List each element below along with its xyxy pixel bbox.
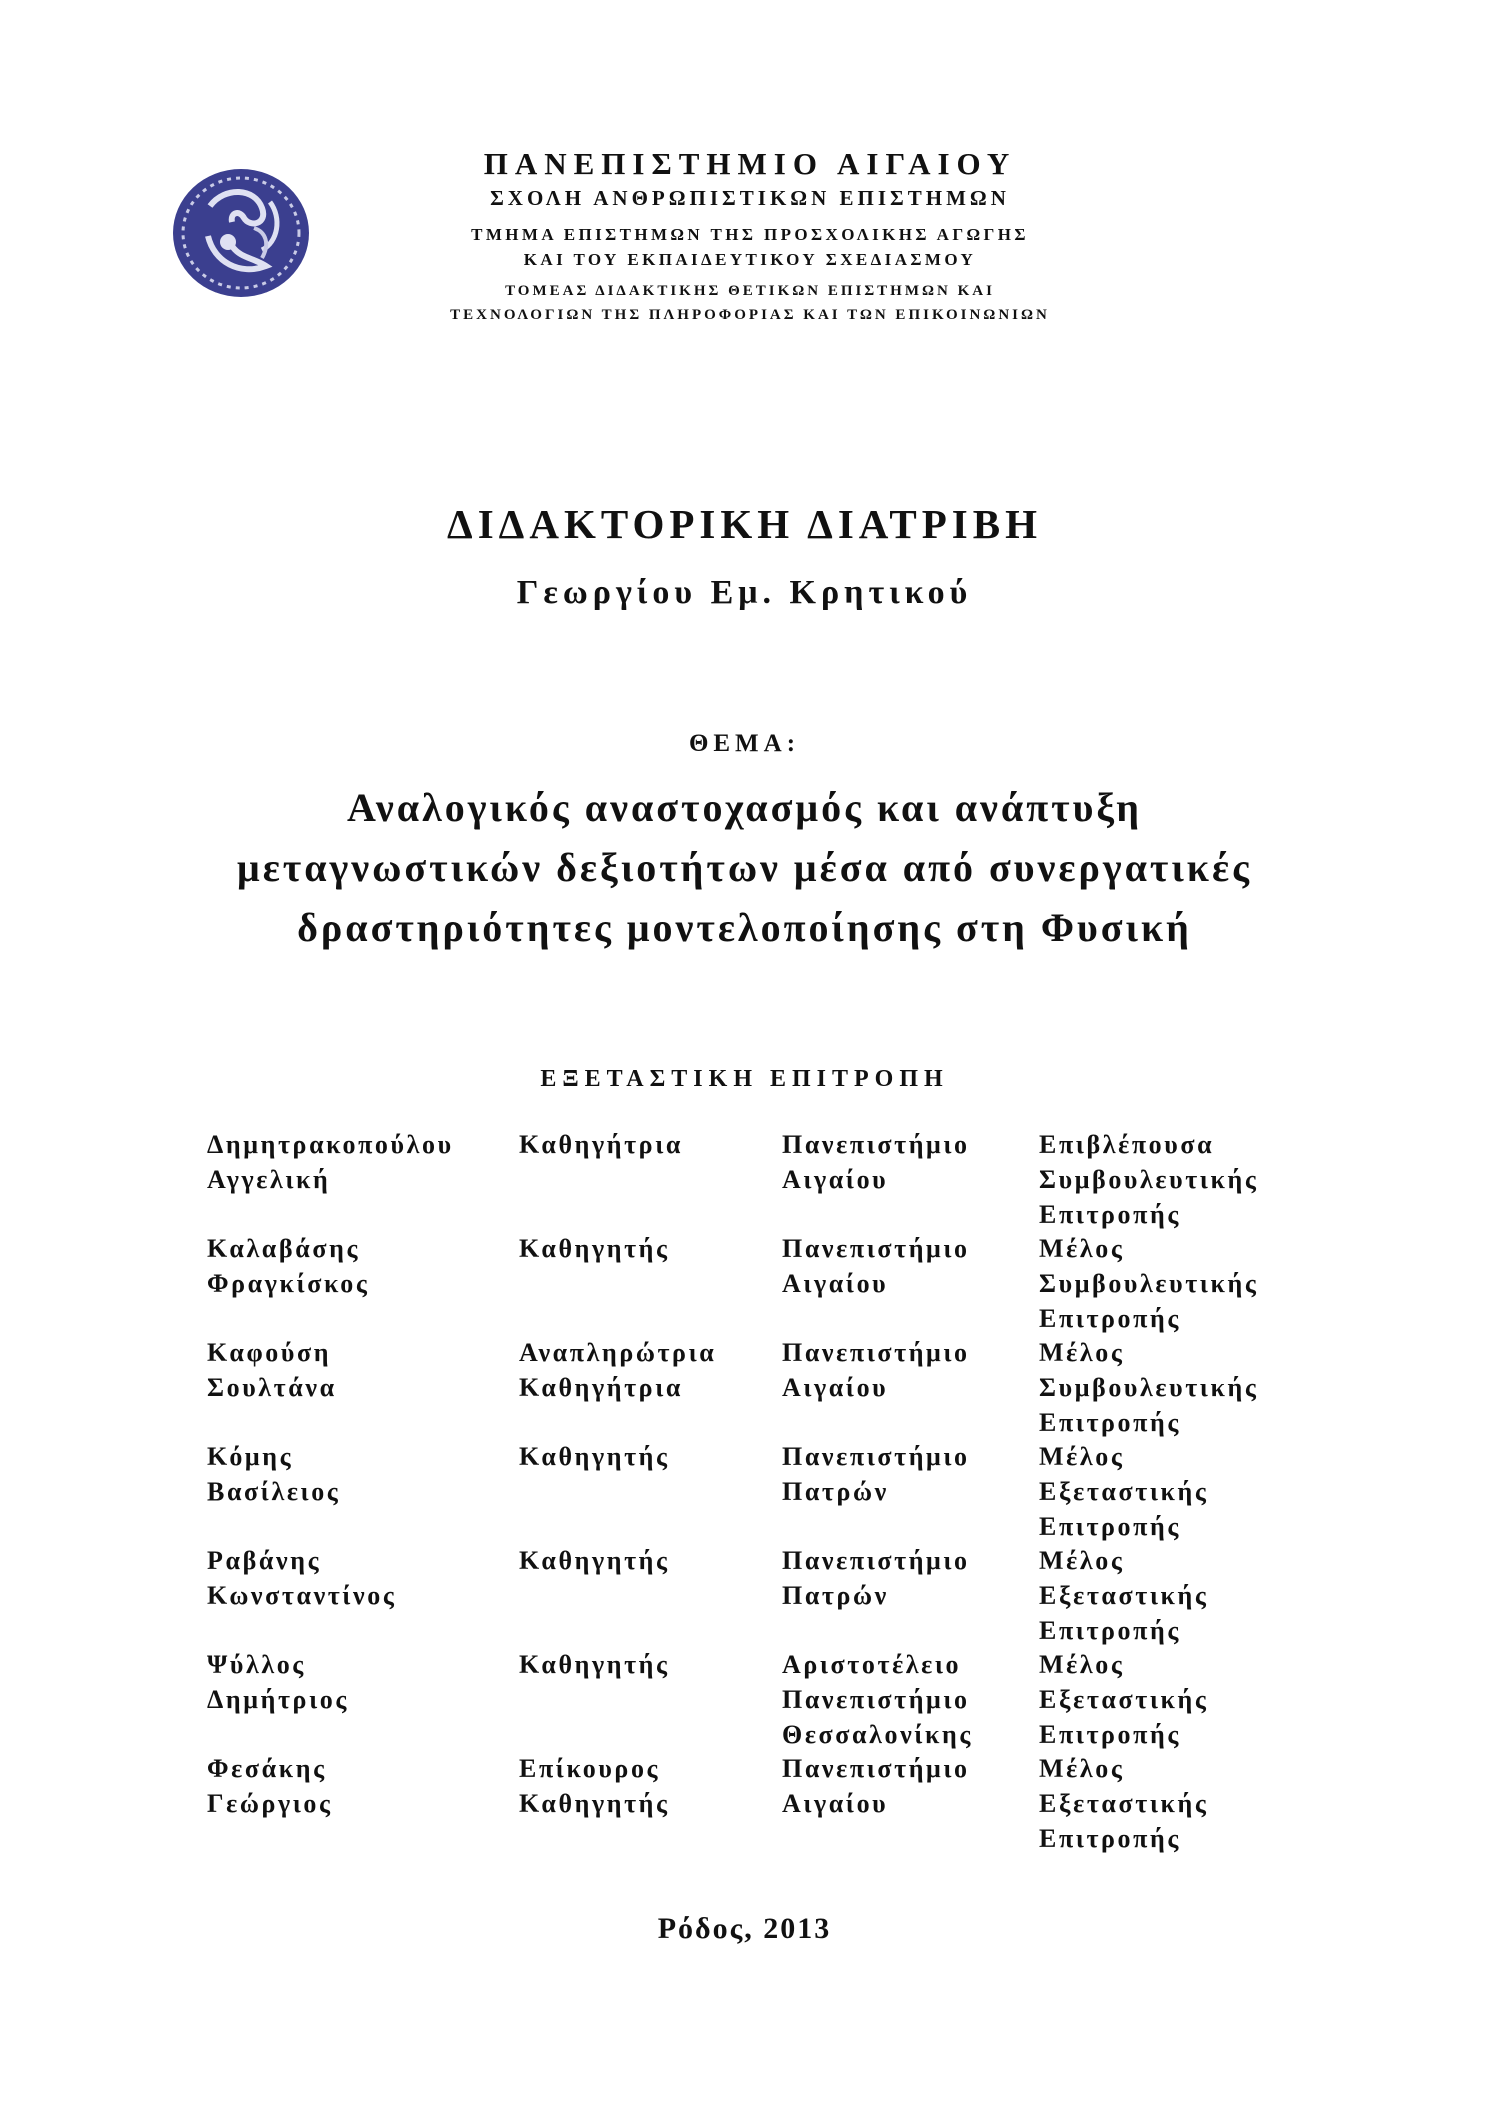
author-name: Γεωργίου Εμ. Κρητικού (516, 574, 973, 611)
member-role-line: Επιτροπής (1039, 1720, 1181, 1749)
member-name-line: Καφούση (207, 1338, 332, 1367)
member-institution (782, 1231, 970, 1301)
member-name-line: Σουλτάνα (207, 1373, 337, 1402)
committee-member-row (207, 1647, 1327, 1751)
member-institution-line: Πανεπιστήμιο (782, 1546, 970, 1575)
member-role (1039, 1543, 1209, 1648)
committee-member-row (207, 1127, 1327, 1231)
member-role-line: Επιτροπής (1039, 1304, 1181, 1333)
member-institution-line: Πανεπιστήμιο (782, 1754, 970, 1783)
member-role-line: Επιτροπής (1039, 1512, 1181, 1541)
thesis-title-line: δραστηριότητες μοντελοποίησης στη Φυσική (297, 905, 1192, 950)
sector-line-1: ΤΟΜΕΑΣ ΔΙΔΑΚΤΙΚΗΣ ΘΕΤΙΚΩΝ ΕΠΙΣΤΗΜΩΝ ΚΑΙ (505, 283, 995, 299)
member-rank-line: Καθηγητής (519, 1546, 670, 1575)
member-role-line: Συμβουλευτικής (1039, 1373, 1259, 1402)
member-institution (782, 1647, 973, 1752)
member-role (1039, 1231, 1258, 1336)
document-type: ΔΙΔΑΚΤΟΡΙΚΗ ΔΙΑΤΡΙΒΗ (446, 501, 1042, 547)
member-institution (782, 1751, 970, 1821)
member-name (207, 1751, 333, 1821)
member-name-line: Κόμης (207, 1442, 294, 1471)
member-rank (519, 1335, 716, 1405)
member-name-line: Κωνσταντίνος (207, 1581, 397, 1610)
thema-label: ΘΕΜΑ: (688, 730, 801, 757)
member-name-line: Βασίλειος (207, 1477, 341, 1506)
university-coin-seal-icon (170, 166, 312, 300)
member-institution (782, 1543, 970, 1613)
member-name-line: Φραγκίσκος (207, 1269, 370, 1298)
member-institution-line: Αιγαίου (782, 1269, 889, 1298)
thesis-title (0, 778, 1489, 958)
member-rank-line: Καθηγητής (519, 1650, 670, 1679)
thesis-title-line: Αναλογικός αναστοχασμός και ανάπτυξη (346, 785, 1143, 830)
member-rank-line: Καθηγητής (519, 1789, 670, 1818)
place-date: Ρόδος, 2013 (657, 1912, 832, 1945)
member-role-line: Μέλος (1039, 1234, 1125, 1263)
member-role-line: Επιτροπής (1039, 1200, 1181, 1229)
member-role-line: Επιβλέπουσα (1039, 1130, 1215, 1159)
member-role-line: Εξεταστικής (1039, 1685, 1209, 1714)
member-rank (519, 1647, 670, 1682)
member-role (1039, 1439, 1209, 1544)
member-name-line: Ραβάνης (207, 1546, 322, 1575)
member-institution-line: Πανεπιστήμιο (782, 1234, 970, 1263)
committee-heading: ΕΞΕΤΑΣΤΙΚΗ ΕΠΙΤΡΟΠΗ (540, 1066, 949, 1092)
member-institution-line: Πανεπιστήμιο (782, 1685, 970, 1714)
member-name-line: Καλαβάσης (207, 1234, 361, 1263)
member-role-line: Εξεταστικής (1039, 1477, 1209, 1506)
member-role-line: Επιτροπής (1039, 1824, 1181, 1853)
member-name-line: Φεσάκης (207, 1754, 327, 1783)
member-institution-line: Πατρών (782, 1477, 889, 1506)
member-name-line: Δημητρακοπούλου (207, 1130, 454, 1159)
member-rank-line: Αναπληρώτρια (519, 1338, 717, 1367)
member-role-line: Μέλος (1039, 1338, 1125, 1367)
member-name (207, 1543, 396, 1613)
member-institution (782, 1335, 970, 1405)
member-role (1039, 1647, 1209, 1752)
member-role-line: Εξεταστικής (1039, 1789, 1209, 1818)
member-name-line: Γεώργιος (207, 1789, 333, 1818)
member-role-line: Επιτροπής (1039, 1408, 1181, 1437)
member-institution-line: Αιγαίου (782, 1165, 889, 1194)
committee-member-row (207, 1335, 1327, 1439)
member-rank-line: Καθηγητής (519, 1234, 670, 1263)
university-name: ΠΑΝΕΠΙΣΤΗΜΙΟ ΑΙΓΑΙΟΥ (483, 146, 1017, 181)
member-institution-line: Αιγαίου (782, 1373, 889, 1402)
member-role-line: Συμβουλευτικής (1039, 1165, 1259, 1194)
member-institution-line: Θεσσαλονίκης (782, 1720, 973, 1749)
department-line-2: ΚΑΙ ΤΟΥ ΕΚΠΑΙΔΕΥΤΙΚΟΥ ΣΧΕΔΙΑΣΜΟΥ (523, 250, 977, 269)
committee-member-row (207, 1439, 1327, 1543)
member-rank-line: Καθηγήτρια (519, 1373, 683, 1402)
member-name-line: Ψύλλος (207, 1650, 306, 1679)
member-name (207, 1231, 369, 1301)
sector-line-2: ΤΕΧΝΟΛΟΓΙΩΝ ΤΗΣ ΠΛΗΡΟΦΟΡΙΑΣ ΚΑΙ ΤΩΝ ΕΠΙΚΟΙΝΩΝΙΩΝ (450, 307, 1050, 323)
member-rank (519, 1127, 683, 1162)
member-role-line: Επιτροπής (1039, 1616, 1181, 1645)
member-rank (519, 1439, 670, 1474)
committee-member-row (207, 1231, 1327, 1335)
member-name-line: Αγγελική (207, 1165, 331, 1194)
member-institution-line: Αριστοτέλειο (782, 1650, 962, 1679)
member-role-line: Μέλος (1039, 1650, 1125, 1679)
member-name (207, 1439, 340, 1509)
committee-member-row (207, 1543, 1327, 1647)
committee-member-row (207, 1751, 1327, 1855)
member-rank-line: Καθηγήτρια (519, 1130, 683, 1159)
member-role (1039, 1751, 1209, 1856)
member-institution-line: Αιγαίου (782, 1789, 889, 1818)
member-role-line: Μέλος (1039, 1442, 1125, 1471)
member-institution (782, 1439, 970, 1509)
member-name (207, 1127, 454, 1197)
member-role-line: Εξεταστικής (1039, 1581, 1209, 1610)
member-name (207, 1335, 337, 1405)
school-name: ΣΧΟΛΗ ΑΝΘΡΩΠΙΣΤΙΚΩΝ ΕΠΙΣΤΗΜΩΝ (490, 186, 1010, 210)
member-rank (519, 1231, 670, 1266)
member-role-line: Μέλος (1039, 1754, 1125, 1783)
member-role-line: Μέλος (1039, 1546, 1125, 1575)
member-institution (782, 1127, 970, 1197)
member-name-line: Δημήτριος (207, 1685, 349, 1714)
member-rank (519, 1751, 670, 1821)
member-rank-line: Επίκουρος (519, 1754, 661, 1783)
member-institution-line: Πανεπιστήμιο (782, 1442, 970, 1471)
member-institution-line: Πατρών (782, 1581, 889, 1610)
member-role (1039, 1335, 1258, 1440)
thesis-title-line: μεταγνωστικών δεξιοτήτων μέσα από συνεργατικές (237, 845, 1252, 890)
member-rank-line: Καθηγητής (519, 1442, 670, 1471)
department-line-1: ΤΜΗΜΑ ΕΠΙΣΤΗΜΩΝ ΤΗΣ ΠΡΟΣΧΟΛΙΚΗΣ ΑΓΩΓΗΣ (471, 225, 1029, 244)
member-name (207, 1647, 349, 1717)
member-role-line: Συμβουλευτικής (1039, 1269, 1259, 1298)
member-institution-line: Πανεπιστήμιο (782, 1130, 970, 1159)
member-role (1039, 1127, 1258, 1232)
member-rank (519, 1543, 670, 1578)
member-institution-line: Πανεπιστήμιο (782, 1338, 970, 1367)
committee-list (207, 1127, 1327, 1855)
